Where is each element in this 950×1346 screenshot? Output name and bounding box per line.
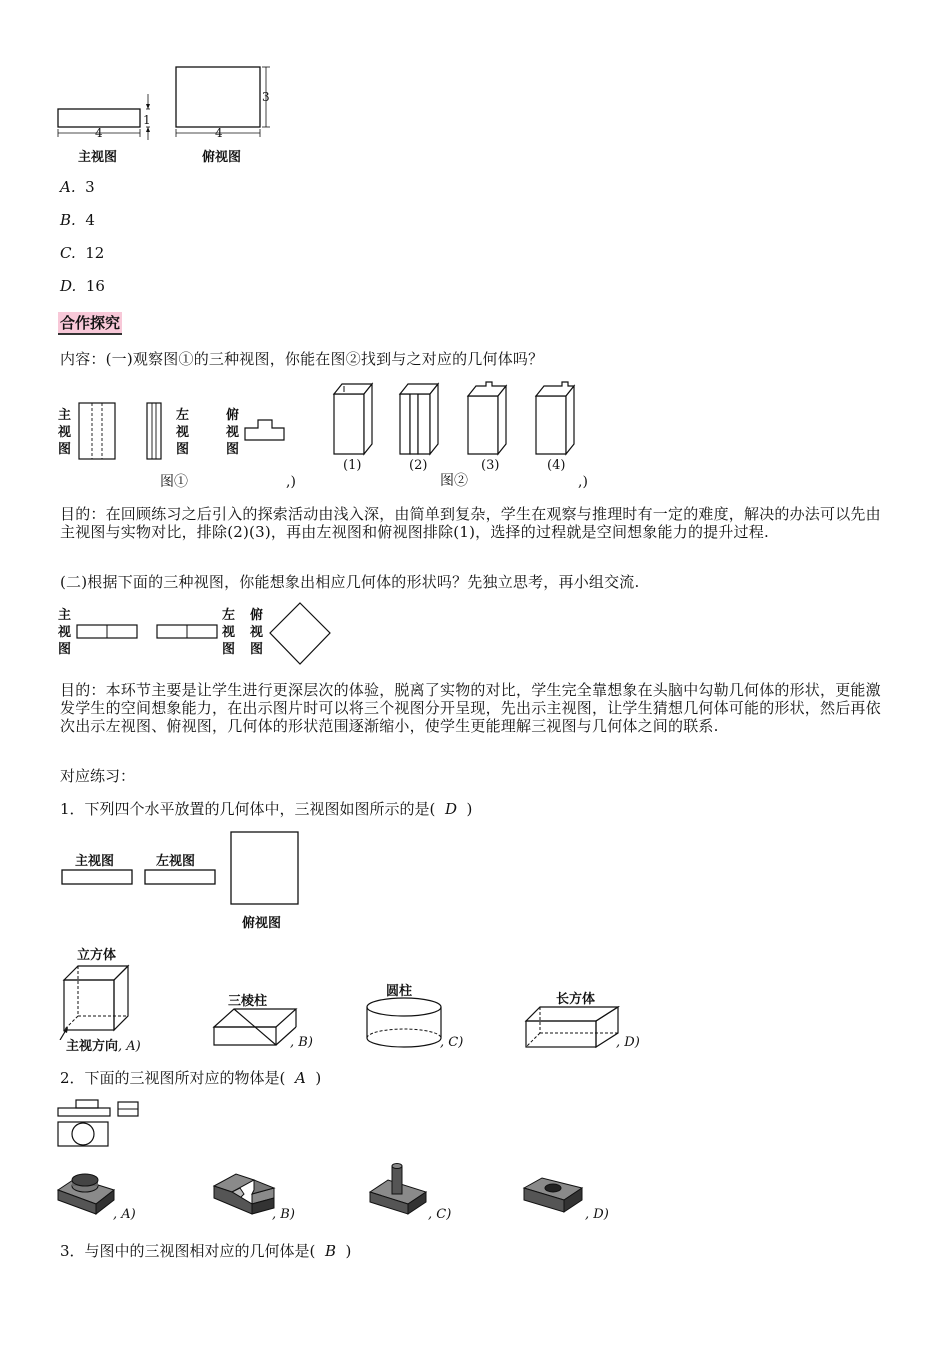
fig1-left-view xyxy=(146,402,166,462)
q1-three-views xyxy=(60,830,310,910)
answer-2: A xyxy=(294,1069,306,1087)
fig2-num-3: (3) xyxy=(481,458,500,473)
content-intro: 内容：(一)观察图①的三种视图，你能在图②找到与之对应的几何体吗？ xyxy=(60,350,544,368)
cylinder-label: 圆柱 xyxy=(386,984,413,999)
front-view-label: 主视图 xyxy=(78,150,118,165)
part-2-intro: (二)根据下面的三种视图，你能想象出相应几何体的形状吗？先独立思考，再小组交流. xyxy=(60,573,640,591)
prism-label: 三棱柱 xyxy=(228,994,268,1009)
cuboid-label: 长方体 xyxy=(556,992,596,1007)
option-a: A. 3 xyxy=(60,178,95,196)
q2-solid-a xyxy=(54,1168,120,1218)
question-1: 1．下列四个水平放置的几何体中，三视图如图所示的是( D ) xyxy=(60,800,473,818)
fig3-left-view xyxy=(156,624,220,640)
cuboid-solid xyxy=(522,1003,622,1051)
front-view-rect xyxy=(58,109,140,127)
answer-1: D xyxy=(444,800,457,818)
fig1-top-vlabel: 俯 视 图 xyxy=(226,408,240,457)
cylinder-solid xyxy=(364,995,448,1053)
direction-label: 主视方向, A) xyxy=(66,1039,141,1054)
fig2-num-1: (1) xyxy=(343,458,362,473)
opt-d-label: , D) xyxy=(616,1035,640,1050)
fig1-paren: ,) xyxy=(286,474,296,490)
fig1-left-vlabel: 左 视 图 xyxy=(176,408,190,457)
top-view-label: 俯视图 xyxy=(202,150,242,165)
fig3-top-view xyxy=(268,601,332,667)
q2-solid-c xyxy=(366,1160,432,1220)
fig2-caption: 图② xyxy=(440,473,468,489)
section-title: 合作探究 xyxy=(58,312,122,335)
q2-opt-b: , B) xyxy=(272,1207,295,1222)
q2-opt-d: , D) xyxy=(585,1207,609,1222)
opt-b-label: , B) xyxy=(290,1035,313,1050)
cube-label: 立方体 xyxy=(77,948,117,963)
answer-3: B xyxy=(324,1242,336,1260)
question-3: 3．与图中的三视图相对应的几何体是( B ) xyxy=(60,1242,352,1260)
dim-top-height: 3 xyxy=(262,90,270,104)
q2-opt-a: , A) xyxy=(113,1207,136,1222)
option-d: D. 16 xyxy=(60,277,105,295)
fig2-num-2: (2) xyxy=(409,458,428,473)
cube-solid xyxy=(56,960,136,1040)
option-b: B. 4 xyxy=(60,211,95,229)
top-view-rect xyxy=(176,67,260,127)
q2-three-views xyxy=(56,1096,146,1150)
fig1-front-view xyxy=(78,402,118,462)
fig2-solid-2 xyxy=(396,380,446,458)
dim-top-width: 4 xyxy=(215,126,223,140)
fig3-front-view xyxy=(76,624,140,640)
purpose-1: 目的：在回顾练习之后引入的探索活动由浅入深，由简单到复杂，学生在观察与推理时有一定的难度，解决的办法可以先由主视图与实物对比，排除(2)(3)，再由左视图和俯视图排除(1)，选择的过程就是空间想象能力的提升过程. xyxy=(60,505,881,541)
option-c: C. 12 xyxy=(60,244,105,262)
question-2: 2．下面的三视图所对应的物体是( A ) xyxy=(60,1069,322,1087)
fig2-solid-1 xyxy=(330,380,380,458)
fig2-paren: ,) xyxy=(578,474,588,490)
fig3-left-vlabel: 左 视 图 xyxy=(222,608,236,657)
fig2-num-4: (4) xyxy=(547,458,566,473)
q2-solid-b xyxy=(210,1168,280,1220)
fig2-solid-4 xyxy=(532,380,582,458)
fig3-front-vlabel: 主 视 图 xyxy=(58,608,72,657)
q2-opt-c: , C) xyxy=(428,1207,452,1222)
practice-title: 对应练习： xyxy=(60,767,136,785)
fig1-front-vlabel: 主 视 图 xyxy=(58,408,72,457)
dim-front-width: 4 xyxy=(95,126,103,140)
q2-solid-d xyxy=(520,1172,586,1220)
q1-top-label: 俯视图 xyxy=(242,916,282,931)
q1-left-label: 左视图 xyxy=(156,854,196,869)
dim-front-height: 1 xyxy=(143,113,151,127)
fig2-solid-3 xyxy=(464,380,514,458)
fig1-caption: 图① xyxy=(160,474,188,490)
purpose-2: 目的：本环节主要是让学生进行更深层次的体验，脱离了实物的对比，学生完全靠想象在头脑中勾勒几何体的形状，更能激发学生的空间想象能力，在出示图片时可以将三个视图分开呈现，先出示主视图，让学生猜想几何体可能的形状，然后再依次出示左视图、俯视图，几何体的形状范围逐渐缩小，使学生更能理解三视图与几何体之间的联系. xyxy=(60,681,881,735)
opt-c-label: , C) xyxy=(440,1035,464,1050)
prism-solid xyxy=(210,1005,300,1049)
fig1-top-view xyxy=(244,418,288,444)
q1-front-label: 主视图 xyxy=(75,854,115,869)
fig3-top-vlabel: 俯 视 图 xyxy=(250,608,264,657)
